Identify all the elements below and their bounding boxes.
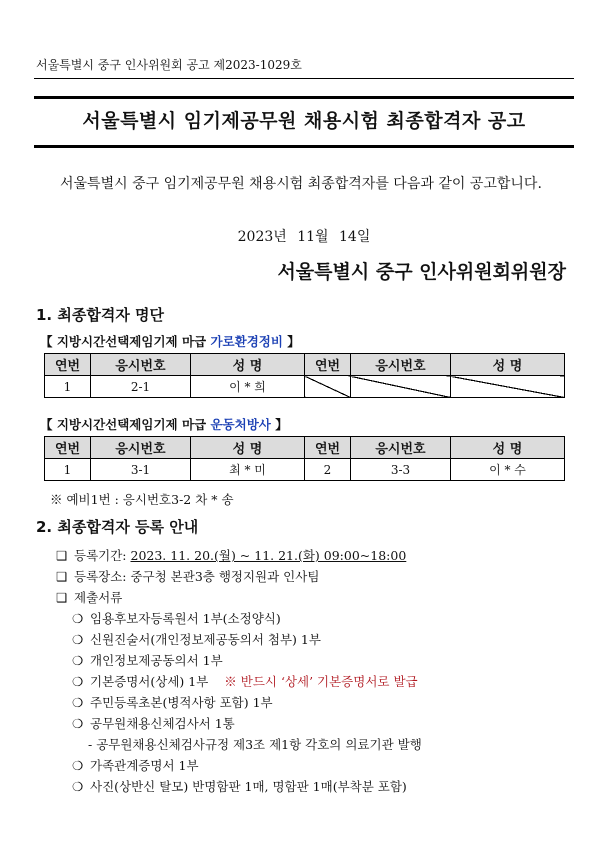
health-subnote: - 공무원채용신체검사규정 제3조 제1항 각호의 의료기관 발행 (88, 737, 422, 752)
col-header: 성 명 (451, 437, 565, 459)
checkbox-icon: ❑ (56, 590, 68, 605)
col-header: 연번 (45, 437, 91, 459)
section2-heading: 2. 최종합격자 등록 안내 (36, 518, 199, 536)
place-item (56, 567, 319, 585)
doc-item: ❍ 개인정보제공동의서 1부 (72, 653, 223, 668)
docs-item (56, 588, 122, 606)
results-table-1 (44, 353, 565, 398)
cell-exam-no: 3-1 (91, 459, 191, 481)
period-value: 2023. 11. 20.(월) ~ 11. 21.(화) 09:00~18:00 (130, 548, 407, 563)
title-rule-top (34, 96, 574, 99)
circle-bullet-icon: ❍ (72, 779, 84, 794)
category-label-2 (40, 415, 288, 433)
cell-exam-no: 3-3 (351, 459, 451, 481)
circle-bullet-icon: ❍ (72, 758, 84, 773)
section1-heading: 1. 최종합격자 명단 (36, 306, 165, 324)
col-header: 응시번호 (91, 437, 191, 459)
col-header: 연번 (305, 437, 351, 459)
col-header: 성 명 (451, 354, 565, 376)
cell-name: 최 * 미 (191, 459, 305, 481)
top-rule (34, 78, 574, 79)
doc-item: ❍ 신원진술서(개인정보제공동의서 첨부) 1부 (72, 632, 321, 647)
col-header: 연번 (45, 354, 91, 376)
place-text: 등록장소: 중구청 본관3층 행정지원과 인사팀 (74, 569, 320, 584)
empty-cell (351, 376, 451, 398)
category-prefix: 【 지방시간선택제임기제 마급 (40, 334, 211, 349)
category-suffix: 】 (282, 334, 300, 349)
doc-item: ❍ 사진(상반신 탈모) 반명함판 1매, 명함판 1매(부착분 포함) (72, 779, 407, 794)
doc-item: ❍ 기본증명서(상세) 1부 ※ 반드시 ‘상세’ 기본증명서로 발급 (72, 674, 418, 689)
circle-bullet-icon: ❍ (72, 716, 84, 731)
doc-item: ❍ 공무원채용신체검사서 1통 (72, 716, 235, 731)
period-item (56, 546, 406, 564)
col-header: 연번 (305, 354, 351, 376)
cell-no: 1 (45, 376, 91, 398)
docs-label: 제출서류 (74, 590, 123, 605)
col-header: 응시번호 (351, 437, 451, 459)
cell-exam-no: 2-1 (91, 376, 191, 398)
notice-number: 서울특별시 중구 인사위원회 공고 제2023-1029호 (36, 58, 302, 72)
category-label-1 (40, 332, 300, 350)
cell-name: 이 * 희 (191, 376, 305, 398)
circle-bullet-icon: ❍ (72, 632, 84, 647)
circle-bullet-icon: ❍ (72, 611, 84, 626)
notice-date: 2023년 11월 14일 (237, 229, 371, 245)
doc-item: ❍ 가족관계증명서 1부 (72, 758, 199, 773)
table-row (45, 376, 565, 398)
doc-item: ❍ 주민등록초본(병적사항 포함) 1부 (72, 695, 273, 710)
empty-cell (305, 376, 351, 398)
col-header: 응시번호 (351, 354, 451, 376)
issuer: 서울특별시 중구 인사위원회위원장 (277, 261, 566, 283)
col-header: 응시번호 (91, 354, 191, 376)
cell-name: 이 * 수 (451, 459, 565, 481)
category-prefix: 【 지방시간선택제임기제 마급 (40, 417, 211, 432)
period-label: 등록기간: (74, 548, 131, 563)
results-table-2 (44, 436, 565, 481)
col-header: 성 명 (191, 437, 305, 459)
title-rule-bottom (34, 145, 574, 148)
circle-bullet-icon: ❍ (72, 695, 84, 710)
doc-item: ❍ 임용후보자등록원서 1부(소정양식) (72, 611, 281, 626)
reserve-note: ※ 예비1번 : 응시번호3-2 차 * 송 (50, 492, 234, 507)
circle-bullet-icon: ❍ (72, 674, 84, 689)
checkbox-icon: ❑ (56, 569, 68, 584)
empty-cell (451, 376, 565, 398)
cell-no: 1 (45, 459, 91, 481)
col-header: 성 명 (191, 354, 305, 376)
category-suffix: 】 (270, 417, 288, 432)
table-row (45, 459, 565, 481)
category-highlight: 운동처방사 (210, 417, 271, 432)
checkbox-icon: ❑ (56, 548, 68, 563)
docs-note: ※ 반드시 ‘상세’ 기본증명서로 발급 (224, 674, 418, 689)
cell-no: 2 (305, 459, 351, 481)
intro-text: 서울특별시 중구 임기제공무원 채용시험 최종합격자를 다음과 같이 공고합니다. (60, 176, 542, 192)
category-highlight: 가로환경정비 (210, 334, 283, 349)
page-title: 서울특별시 임기제공무원 채용시험 최종합격자 공고 (82, 110, 526, 132)
circle-bullet-icon: ❍ (72, 653, 84, 668)
